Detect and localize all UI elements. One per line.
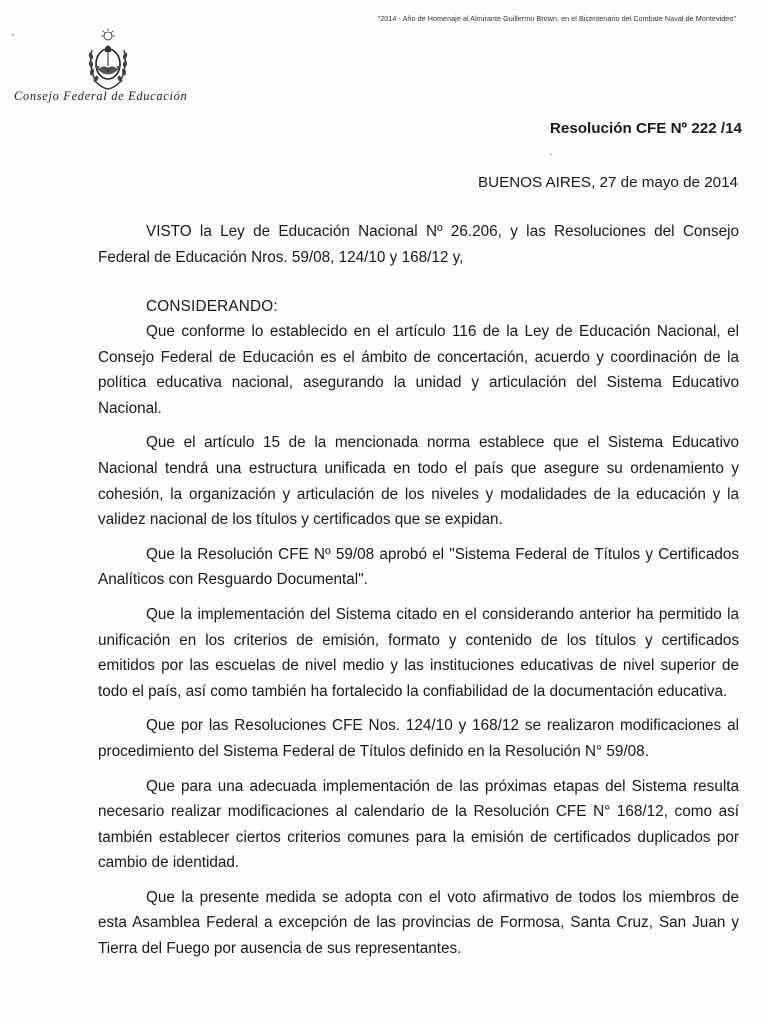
considerando-section xyxy=(98,319,739,971)
visto-section xyxy=(98,219,739,270)
visto-paragraph: VISTO la Ley de Educación Nacional Nº 26.206, y las Resoluciones del Consejo Federal de Educación Nros. 59/08, 124/10 y 168/12 y, xyxy=(98,223,739,266)
header-motto: "2014 - Año de Homenaje al Almirante Guillermo Brown, en el Bicentenario del Combate Naval de Montevideo" xyxy=(377,14,736,23)
considerando-paragraph: Que la Resolución CFE Nº 59/08 aprobó el "Sistema Federal de Títulos y Certificados Analíticos con Resguardo Documental". xyxy=(98,545,739,589)
considerando-paragraph: Que la implementación del Sistema citado en el considerando anterior ha permitido la unificación en los criterios de emisión, formato y contenido de los títulos y certificados emitidos por las escuelas de nivel medio y las instituciones educativas de nivel superior de todo el país, así como también ha fortalecido la confiabilidad de la documentación educativa. xyxy=(98,605,739,700)
scan-speck xyxy=(12,34,14,36)
resolution-number: Resolución CFE Nº 222 /14 xyxy=(549,120,742,137)
organization-name: Consejo Federal de Educación xyxy=(14,89,188,103)
considerando-paragraph: Que por las Resoluciones CFE Nos. 124/10 y 168/12 se realizaron modificaciones al procedimiento del Sistema Federal de Títulos definido en la Resolución N° 59/08. xyxy=(98,717,739,760)
place-and-date: BUENOS AIRES, 27 de mayo de 2014 xyxy=(477,174,738,191)
considerando-title: CONSIDERANDO: xyxy=(146,298,278,315)
considerando-paragraph: Que la presente medida se adopta con el voto afirmativo de todos los miembros de esta Asamblea Federal a excepción de las provincias de Formosa, Santa Cruz, San Juan y Tierra del Fuego por ausencia de sus representantes. xyxy=(98,888,739,958)
considerando-paragraph: Que para una adecuada implementación de las próximas etapas del Sistema resulta necesario realizar modificaciones al calendario de la Resolución CFE N° 168/12, como así también establecer ciertos criterios comunes para la emisión de certificados duplicados por cambio de identidad. xyxy=(98,777,739,872)
considerando-paragraph: Que el artículo 15 de la mencionada norma establece que el Sistema Educativo Nacional tendrá una estructura unificada en todo el país que asegure su ordenamiento y cohesión, la organización y articulación de los niveles y modalidades de la educación y la validez nacional de los títulos y certificados que se expidan. xyxy=(98,434,739,529)
considerando-paragraph: Que conforme lo establecido en el artículo 116 de la Ley de Educación Nacional, el Consejo Federal de Educación es el ámbito de concertación, acuerdo y coordinación de la política educativa nacional, asegurando la unidad y articulación del Sistema Educativo Nacional. xyxy=(98,323,739,417)
argentine-coat-of-arms-icon xyxy=(86,28,130,92)
handwritten-mark: ˌ xyxy=(549,142,553,156)
